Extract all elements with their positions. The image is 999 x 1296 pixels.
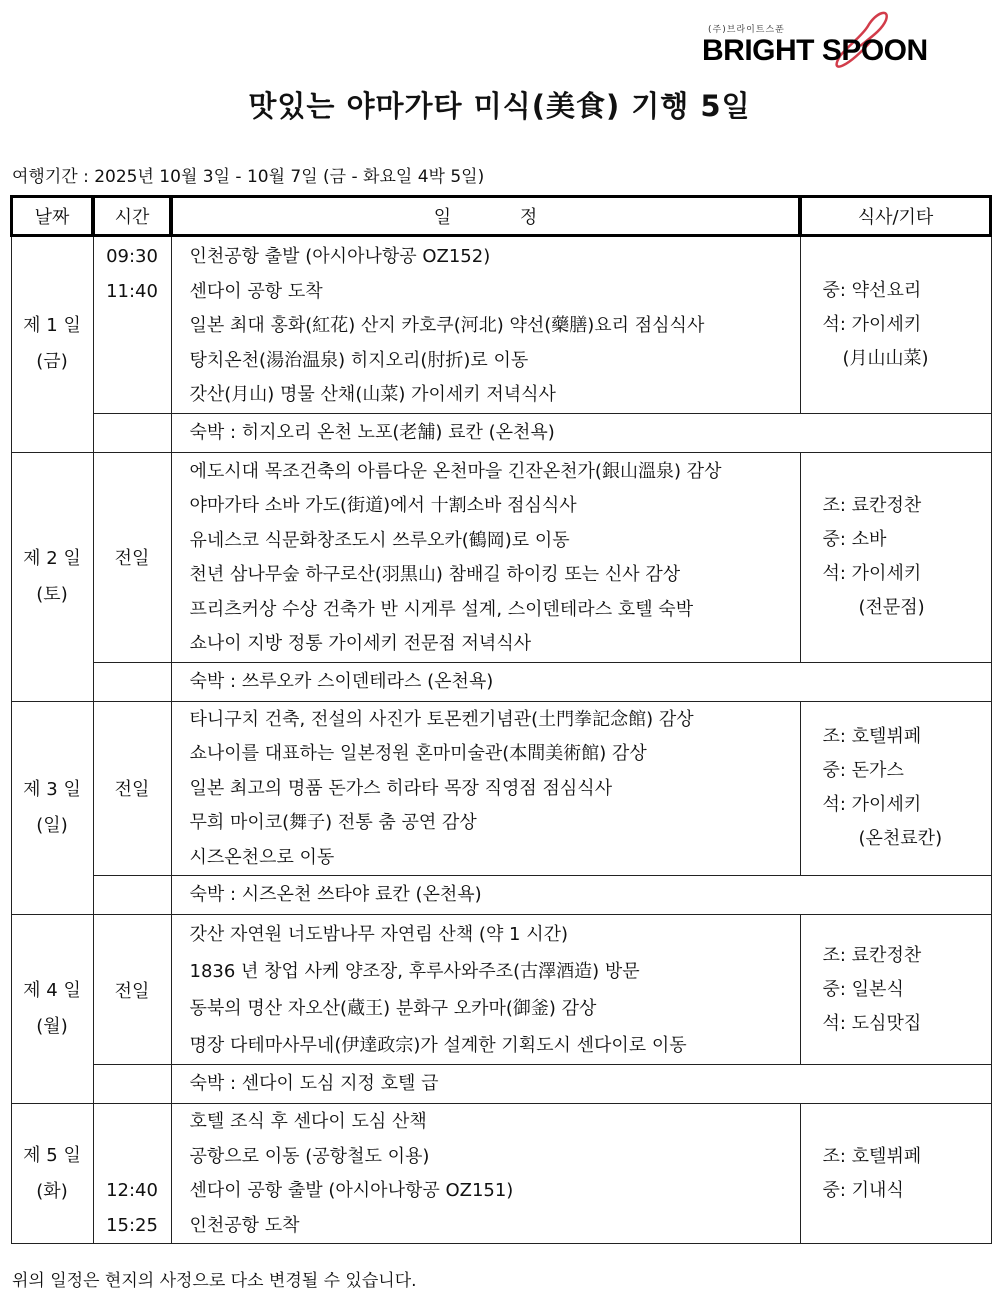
meal-item: 석: 가이세키: [822, 794, 922, 816]
meal-item: (온천료칸): [858, 828, 943, 850]
meal-item: 중: 돈가스: [822, 760, 904, 782]
time-value: 09:30: [106, 246, 158, 267]
meal-item: 조: 호텔뷔페: [822, 1145, 922, 1167]
day-label-cell: [11, 236, 93, 452]
day-weekday: (토): [36, 583, 68, 605]
schedule-item: 일본 최고의 명품 돈가스 히라타 목장 직영점 점심식사: [189, 777, 613, 799]
meal-item: (月山山菜): [842, 347, 929, 369]
lodging-text: 숙박 : 쓰루오카 스이덴테라스 (온천욕): [171, 662, 991, 701]
meal-cell: [800, 701, 991, 876]
schedule-item: 프리츠커상 수상 건축가 반 시게루 설계, 스이덴테라스 호텔 숙박: [189, 598, 694, 620]
meal-cell: [800, 1104, 991, 1244]
schedule-item: 갓산 자연원 너도밤나무 자연림 산책 (약 1 시간): [189, 924, 569, 945]
meal-item: 중: 기내식: [822, 1179, 904, 1201]
lodging-row: [11, 1065, 991, 1104]
day-label: 제 2 일: [23, 547, 81, 569]
schedule-item: 야마가타 소바 가도(街道)에서 十割소바 점심식사: [189, 495, 577, 516]
logo-korean-text: (주)브라이트스푼: [708, 25, 785, 35]
header-schedule: 일 정: [171, 196, 800, 236]
schedule-item: 에도시대 목조건축의 아름다운 온천마을 긴잔온천가(銀山溫泉) 감상: [189, 460, 722, 482]
schedule-cell: [171, 701, 800, 876]
day-row: [11, 452, 991, 662]
time-cell-empty: [93, 662, 171, 701]
lodging-row: [11, 662, 991, 701]
meal-item: 중: 약선요리: [822, 279, 922, 301]
day-weekday: (일): [36, 814, 68, 836]
time-cell-empty: [93, 413, 171, 452]
time-cell: 전일: [93, 452, 171, 662]
meal-item: (전문점): [858, 597, 925, 618]
time-value: 15:25: [106, 1214, 158, 1236]
schedule-item: 명장 다테마사무네(伊達政宗)가 설계한 기획도시 센다이로 이동: [189, 1035, 687, 1056]
schedule-item: 천년 삼나무숲 하구로산(羽黒山) 참배길 하이킹 또는 신사 감상: [189, 564, 681, 585]
day-label: 제 4 일: [23, 980, 81, 1001]
lodging-text: 숙박 : 센다이 도심 지정 호텔 급: [171, 1065, 991, 1104]
schedule-item: 무희 마이코(舞子) 전통 춤 공연 감상: [189, 812, 477, 833]
day-row: [11, 701, 991, 876]
header-meal: 식사/기타: [800, 196, 991, 236]
company-logo: [700, 6, 960, 70]
day-row: [11, 1104, 991, 1244]
day-label: 제 3 일: [23, 778, 81, 800]
schedule-item: 일본 최대 홍화(紅花) 산지 카호쿠(河北) 약선(藥膳)요리 점심식사: [189, 315, 705, 336]
schedule-item: 호텔 조식 후 센다이 도심 산책: [189, 1111, 427, 1132]
page-title: 맛있는 야마가타 미식(美食) 기행 5일: [248, 89, 751, 123]
time-cell: 전일: [93, 915, 171, 1065]
schedule-item: 공항으로 이동 (공항철도 이용): [189, 1145, 430, 1167]
time-cell-empty: [93, 876, 171, 915]
day-row: [11, 236, 991, 413]
day-row: [11, 915, 991, 1065]
meal-item: 조: 료칸정찬: [822, 495, 922, 516]
schedule-item: 동북의 명산 자오산(蔵王) 분화구 오카마(御釜) 감상: [189, 998, 597, 1019]
day-label-cell: [11, 915, 93, 1104]
itinerary-table: [10, 195, 992, 1244]
time-cell: 전일: [93, 701, 171, 876]
lodging-row: [11, 413, 991, 452]
lodging-text: 숙박 : 히지오리 온천 노포(老舗) 료칸 (온천욕): [171, 413, 991, 452]
day-label-cell: [11, 701, 93, 915]
meal-item: 중: 소바: [822, 529, 887, 550]
schedule-item: 인천공항 출발 (아시아나항공 OZ152): [189, 246, 491, 267]
meal-cell: [800, 452, 991, 662]
schedule-item: 1836 년 창업 사케 양조장, 후루사와주조(古澤酒造) 방문: [189, 961, 640, 982]
header-date: 날짜: [11, 196, 93, 236]
meal-cell: [800, 236, 991, 413]
schedule-item: 인천공항 도착: [189, 1214, 300, 1236]
time-cell: [93, 236, 171, 413]
logo-brand-text: BRIGHT SPOON: [702, 34, 928, 67]
schedule-item: 쇼나이 지방 정통 가이세키 전문점 저녁식사: [189, 633, 532, 654]
schedule-item: 시즈온천으로 이동: [189, 846, 335, 868]
schedule-cell: [171, 1104, 800, 1244]
time-value: 11:40: [106, 280, 158, 302]
footnote: 위의 일정은 현지의 사정으로 다소 변경될 수 있습니다.: [12, 1271, 417, 1291]
day-weekday: (금): [36, 351, 68, 373]
schedule-item: 유네스코 식문화창조도시 쓰루오카(鶴岡)로 이동: [189, 529, 570, 551]
schedule-cell: [171, 452, 800, 662]
day-label-cell: [11, 452, 93, 701]
day-label-cell: [11, 1104, 93, 1244]
day-label: 제 1 일: [23, 315, 81, 337]
schedule-cell: [171, 915, 800, 1065]
header-time: 시간: [93, 196, 171, 236]
meal-item: 석: 도심맛집: [822, 1012, 922, 1034]
meal-item: 조: 료칸정찬: [822, 944, 922, 966]
meal-item: 조: 호텔뷔페: [822, 726, 922, 748]
meal-item: 석: 가이세키: [822, 313, 922, 335]
time-cell: [93, 1104, 171, 1244]
day-label: 제 5 일: [23, 1144, 81, 1166]
travel-period: 여행기간 : 2025년 10월 3일 - 10월 7일 (금 - 화요일 4박 5일): [12, 167, 485, 187]
lodging-text: 숙박 : 시즈온천 쓰타야 료칸 (온천욕): [171, 876, 991, 915]
schedule-item: 갓산(月山) 명물 산채(山菜) 가이세키 저녁식사: [189, 384, 556, 405]
schedule-item: 센다이 공항 도착: [189, 280, 323, 302]
schedule-cell: [171, 236, 800, 413]
schedule-item: 센다이 공항 출발 (아시아나항공 OZ151): [189, 1180, 514, 1201]
schedule-item: 탕치온천(湯治温泉) 히지오리(肘折)로 이동: [189, 349, 529, 371]
day-weekday: (화): [36, 1180, 68, 1202]
time-value: 12:40: [106, 1180, 158, 1201]
table-header-row: [11, 196, 991, 236]
meal-cell: [800, 915, 991, 1065]
lodging-row: [11, 876, 991, 915]
meal-item: 중: 일본식: [822, 978, 904, 1000]
meal-item: 석: 가이세키: [822, 563, 922, 584]
schedule-item: 쇼나이를 대표하는 일본정원 혼마미술관(本間美術館) 감상: [189, 743, 647, 764]
day-weekday: (월): [36, 1016, 68, 1037]
schedule-item: 타니구치 건축, 전설의 사진가 토몬켄기념관(土門拳記念館) 감상: [189, 708, 694, 730]
time-cell-empty: [93, 1065, 171, 1104]
